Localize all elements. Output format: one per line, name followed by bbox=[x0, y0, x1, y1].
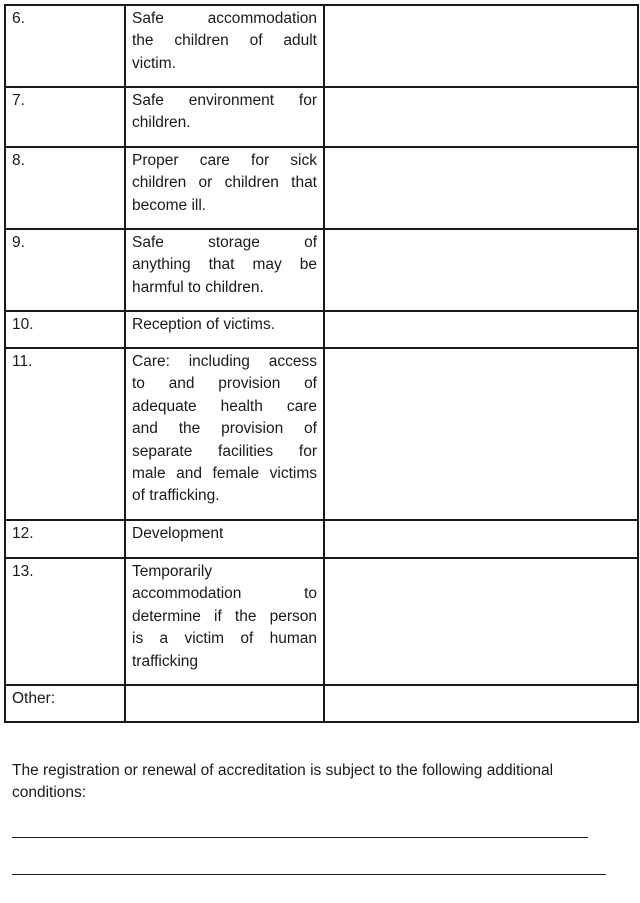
description-line: Temporarily bbox=[132, 563, 213, 580]
description-line: adequate health care bbox=[132, 397, 317, 415]
row-description bbox=[125, 348, 324, 520]
row-description bbox=[125, 147, 324, 229]
blank-line bbox=[12, 837, 588, 838]
row-number: Other: bbox=[5, 685, 125, 722]
row-notes-cell bbox=[324, 229, 638, 311]
description-line: male and female victims bbox=[132, 465, 317, 483]
description-line: is a victim of human bbox=[132, 630, 317, 648]
description-line: Safe storage of bbox=[132, 234, 317, 251]
description-line: harmful to children. bbox=[132, 278, 264, 296]
description-line: the children of adult bbox=[132, 32, 317, 50]
description-line: determine if the person bbox=[132, 607, 317, 625]
row-notes-cell bbox=[324, 348, 638, 520]
row-notes-cell bbox=[324, 147, 638, 229]
description-line: anything that may be bbox=[132, 256, 317, 274]
description-line: of trafficking. bbox=[132, 487, 220, 505]
requirements-table bbox=[4, 4, 639, 723]
description-line: and the provision of bbox=[132, 420, 317, 438]
row-notes-cell bbox=[324, 87, 638, 147]
row-notes-cell bbox=[324, 5, 638, 87]
table-row bbox=[5, 348, 638, 520]
row-description bbox=[125, 311, 324, 348]
table-row bbox=[5, 558, 638, 685]
description-line: Proper care for sick bbox=[132, 152, 317, 169]
row-number: 10. bbox=[5, 311, 125, 348]
row-number: 6. bbox=[5, 5, 125, 87]
row-notes-cell bbox=[324, 311, 638, 348]
row-description bbox=[125, 520, 324, 558]
row-description bbox=[125, 685, 324, 722]
description-line: Reception of victims. bbox=[132, 316, 275, 333]
row-number: 7. bbox=[5, 87, 125, 147]
row-description bbox=[125, 229, 324, 311]
description-line: Safe accommodation bbox=[132, 10, 317, 27]
table-row bbox=[5, 147, 638, 229]
row-notes-cell bbox=[324, 520, 638, 558]
description-line: Care: including access bbox=[132, 353, 317, 370]
description-line: Safe environment for bbox=[132, 92, 317, 109]
table-row bbox=[5, 311, 638, 348]
description-line: to and provision of bbox=[132, 375, 317, 393]
row-number: 12. bbox=[5, 520, 125, 558]
row-description bbox=[125, 5, 324, 87]
table-row bbox=[5, 87, 638, 147]
row-notes-cell bbox=[324, 685, 638, 722]
blank-line bbox=[12, 874, 606, 875]
row-notes-cell bbox=[324, 558, 638, 685]
table-row bbox=[5, 520, 638, 558]
additional-conditions-text: The registration or renewal of accreditation is subject to the following additional conditions: bbox=[12, 762, 554, 802]
description-line: become ill. bbox=[132, 196, 207, 214]
table-row bbox=[5, 229, 638, 311]
description-line: children or children that bbox=[132, 174, 317, 192]
description-line: separate facilities for bbox=[132, 442, 317, 460]
table-row bbox=[5, 5, 638, 87]
row-number: 13. bbox=[5, 558, 125, 685]
row-number: 11. bbox=[5, 348, 125, 520]
description-line: children. bbox=[132, 114, 191, 132]
description-line: victim. bbox=[132, 54, 176, 72]
row-description bbox=[125, 558, 324, 685]
row-number: 8. bbox=[5, 147, 125, 229]
row-number: 9. bbox=[5, 229, 125, 311]
table-row bbox=[5, 685, 638, 722]
description-line: trafficking bbox=[132, 652, 199, 670]
description-line: accommodation to bbox=[132, 585, 317, 603]
row-description bbox=[125, 87, 324, 147]
description-line: Development bbox=[132, 525, 224, 542]
